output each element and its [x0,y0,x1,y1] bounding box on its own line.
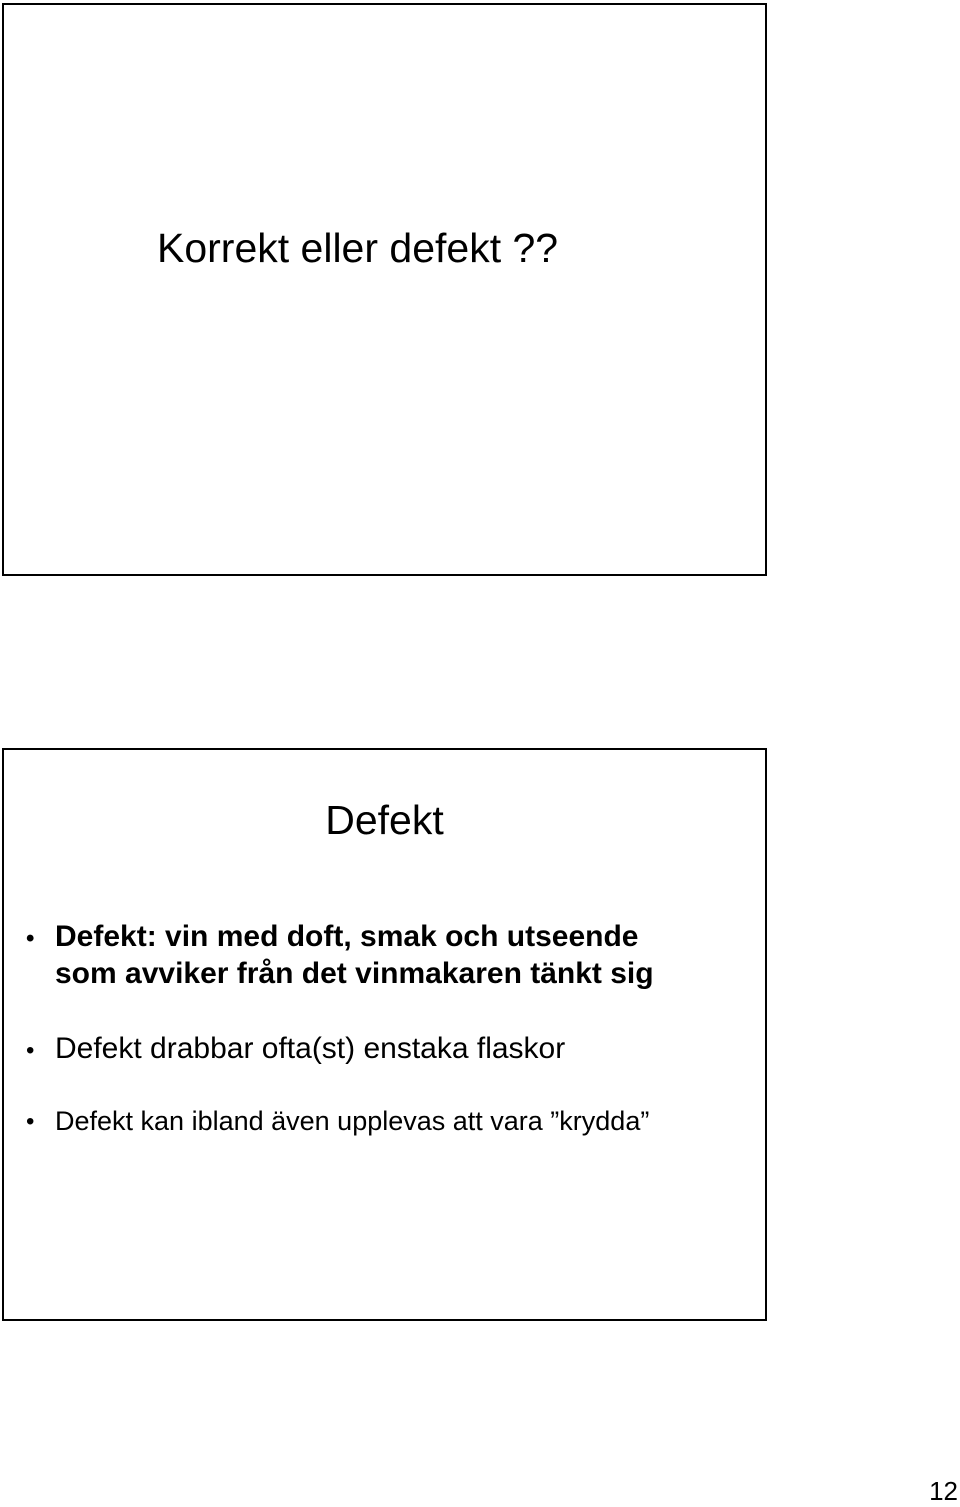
page-number: 12 [929,1476,958,1506]
bullet-list [24,918,754,1138]
bullet-dot-icon: • [26,1037,35,1064]
bullet-text-line: Defekt: vin med doft, smak och utseende [55,920,639,953]
bullet-dot-icon: • [26,925,35,952]
bullet-dot-icon: • [26,1108,35,1135]
slide-1-title: Korrekt eller defekt ?? [157,225,559,271]
bullet-text: Defekt drabbar ofta(st) enstaka flaskor [55,1032,566,1065]
slide-2-title: Defekt [325,797,444,843]
bullet-item [24,918,754,992]
bullet-text: Defekt kan ibland även upplevas att vara ”krydda” [55,1106,650,1136]
bullet-item [24,1030,754,1067]
slide-1 [2,3,767,576]
bullet-item [24,1105,754,1138]
slide-2 [2,748,767,1321]
bullet-text-line: som avviker från det vinmakaren tänkt sig [55,957,654,990]
